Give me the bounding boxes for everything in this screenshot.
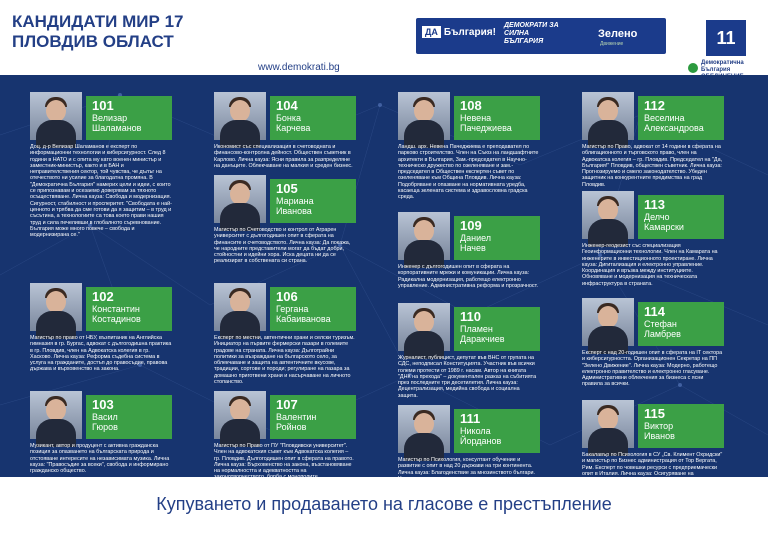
footer [0,477,768,540]
candidate-first-name: Стефан [644,319,677,329]
candidate-number: 110 [460,309,481,324]
candidate-bio: Инженер с дългогодишен опит в сферата на корпоративните мрежи и комуникации. Лична кауза: Радикална модернизация, работещо електронно управление. Административна реформа и прозрачност. [398,264,538,289]
page-title [12,12,183,52]
candidate-bio: Доц. д-р Велизар Шаламанов е експерт по информационни технологии и киберсигурност. След 8 години в НАТО и с опита му като военен министър и заместник-министър, както и в БАН и неправителствения сектор, той чувства, че дълъг на отечеството ни усилие за благодатна промяна. В "Демократична България" намерих цели и идеи, с които се припознавам и осезаемо доверявам за тяхното осъществяване. Лична кауза: Свобода и модернизация. Сигурност, стабилност и просперитет. "Свободата е най-ценното и трябва да сме готови да я защитим – в труд и съсътина, а технологиите са това което прави нашия труд и сила печеливши в глобалното съревнование. България може много повече – свобода и модернизирана се." [30,144,172,239]
candidate-number: 106 [276,289,298,304]
candidate-last-name: Иванова [276,206,312,216]
candidate-bio: Бакалавър по Психология в СУ „Св. Климент Охридски" и магистър по Бизнес администрация от Тор Вергата, Рим. Експерт по човешки ресурси с предприемачески опит в Италия. Лична кауза: Осигуряване на [582,452,723,477]
candidate-last-name: Александрова [644,123,704,133]
candidate-bio: Магистър по Счетоводство и контрол от Аграрен университет с дългогодишен опит в сферата на финансите и счетоводството. Лична кауза: Да покажа, че народните представители могат да бъдат добри, стойностни и идейни хора. Иска децата ни да се реализират в собствената си страна. [214,227,351,265]
candidate-photo [214,283,266,331]
candidates-panel [0,75,768,477]
candidate-last-name: Иванов [644,431,675,441]
candidate-photo [582,92,634,140]
candidate-bio: Инженер-геодезист със специализация Геоинформационни технологии. Член на Камарата на инженерите в инвестиционното проектиране. Лична кауза: Дигитализация и електронно управление. Координация и връзка между институциите. Обновяване и модернизация на техническата инфраструктура в страната. [582,243,718,287]
candidate-name-box [454,216,540,260]
candidate-bio: Експерт с над 20-годишен опит в сферата на IT сектора и киберсигурността. Организационен Секретар на ПП "Зелено Движение". Лична кауза: Модерно, работещо електронно правителство и електронно гласуване. Административни облекчения за бизнеса с ясни правила за всички. [582,350,723,388]
brand-text: Демократична България [701,60,744,73]
candidate-first-name: Бонка [276,113,302,123]
candidate-number: 114 [644,304,665,319]
candidate-last-name: Пачеджиева [460,123,512,133]
candidate-name-box [86,287,172,331]
candidate-last-name: Костадинов [92,314,141,324]
candidate-bio: Магистър по Право, адвокат от 14 години в сферата на облигационното и търговското право, член на Адвокатска колегия – гр. Пловдив. Председател на "Да, България!" Пловдив, обществен съветник. Лична кауза: Прогнозируемо и смело законодателство. Убеден защитник на конкурентните предимства на град Пловдив. [582,144,723,188]
candidate-name-box [270,395,356,439]
candidate-bio: Музикант, автор и продуцент с активна гражданска позиция за опазването на българската природа и отстояване интересите на независимата музика. Лична кауза: "Правосъдие за всеки", свобода и информирано гражданско общество. [30,443,170,475]
dsb-logo: ДЕМОКРАТИ ЗА СИЛНА БЪЛГАРИЯ [504,22,559,45]
candidate-bio: Икономист със специализация в счетоводната и финансово-контролна дейност. Обществен съветник в Карлово. Лична кауза: Ясни правила за разпределяне на данъците. Облекчаване на малкия и среден бизнес. [214,144,353,169]
candidate-first-name: Мариана [276,196,314,206]
candidate-last-name: Кабаиванова [276,314,331,324]
candidate-photo [214,175,266,223]
candidate-number: 115 [644,406,665,421]
candidate-number: 109 [460,218,482,233]
candidate-photo [214,92,266,140]
candidate-last-name: Начев [460,243,486,253]
candidate-name-box [454,96,540,140]
candidate-number: 102 [92,289,114,304]
candidate-first-name: Никола [460,426,491,436]
candidate-number: 104 [276,98,298,113]
candidate-bio: Експерт по местни, автентични храни и селски туризъм. Инициатор на първите фермерски пазари в големите градове на страната. Лична кауза: Дълготрайни политики за възраждане на българското село, за облекчаване и защита на автентичните вкусове, традиции, сортове и породи; регулиране на пазара за домашно приготвени храни и насърчаване на личното стопанство. [214,335,355,386]
brand-icon [688,63,698,73]
coalition-logos [416,18,666,54]
candidate-photo [582,191,634,239]
candidate-name-box [638,302,724,346]
candidate-bio: Магистър по Психология, консултант обучение и развитие с опит в над 20 държави на три континента. Лична кауза: Благоденствие за мнозинството българи. [398,457,535,476]
candidate-photo [398,92,450,140]
website-link[interactable]: www.demokrati.bg [258,62,340,73]
candidate-name-box [454,409,540,453]
candidate-photo [30,92,82,140]
candidate-first-name: Константин [92,304,140,314]
title-line-2: ПЛОВДИВ ОБЛАСТ [12,32,174,51]
candidate-photo [30,283,82,331]
candidate-first-name: Виктор [644,421,674,431]
candidate-name-box [454,307,540,351]
candidate-last-name: Шаламанов [92,123,142,133]
title-line-1: КАНДИДАТИ МИР 17 [12,12,184,31]
candidate-name-box [86,96,172,140]
candidate-number: 112 [644,98,665,113]
candidate-last-name: Даракчиев [460,334,505,344]
candidate-name-box [638,404,724,448]
candidate-first-name: Невена [460,113,492,123]
candidate-photo [582,298,634,346]
candidate-number: 113 [644,197,665,212]
da-box: ДА [422,26,441,38]
candidate-last-name: Ламбрев [644,329,681,339]
candidate-photo [582,400,634,448]
candidate-first-name: Валентин [276,412,317,422]
candidate-bio: Магистър по Право от ПУ "Пловдивски университет". Член на адвокатския съвет към Адвокатска колегия – гр. Пловдив. Дългогодишен опит в сферата на правото. Лична кауза: Върховенство на закона, възстановяване на нормалността и адекватността на [214,443,354,475]
candidate-last-name: Гюров [92,422,118,432]
candidate-first-name: Велизар [92,113,128,123]
candidate-name-box [270,179,356,223]
header [0,0,768,75]
candidate-last-name: Карчева [276,123,311,133]
candidate-photo [398,405,450,453]
candidate-first-name: Делчо [644,212,670,222]
list-number-badge: 11 [706,20,746,56]
candidate-last-name: Камарски [644,222,684,232]
zeleno-logo-sub: Движение [600,41,624,47]
candidate-number: 111 [460,411,481,426]
candidate-bio: Журналист, публицист, депутат във ВНС от групата на СДС, неподписал Конституцията. Участник във всички големи протести от 1989 г. насам. Автор на книгата "ДНК на прехода" – документален разказ на събитията през последните три десетилетия. Лична кауза: Децентрализация, медийна свобода и социална защита. [398,355,537,399]
candidate-name-box [86,395,172,439]
candidate-first-name: Веселина [644,113,685,123]
da-bulgaria-logo [422,26,496,38]
candidate-number: 103 [92,397,114,412]
candidate-first-name: Пламен [460,324,493,334]
candidate-first-name: Даниел [460,233,492,243]
candidate-name-box [638,96,724,140]
candidate-name-box [638,195,724,239]
candidate-name-box [270,287,356,331]
candidate-photo [30,391,82,439]
da-text: България! [443,27,496,38]
candidate-last-name: Йорданов [460,436,502,446]
candidate-photo [214,391,266,439]
zeleno-logo: Зелено [598,28,638,40]
candidate-bio: Магистър по право от НБУ, възпитаник на Английска гимназия в гр. Бургас, адвокат с дългогодишна практика в гр. Пловдив, член на Адвокатска колегия в гр. Хасково. Лична кауза: Реформа съдебна система в услуга на гражданите, достъп до правосъдие, правова държава и върховенство на закона. [30,335,172,373]
candidate-photo [398,303,450,351]
candidate-name-box [270,96,356,140]
candidate-number: 101 [92,98,114,113]
candidate-last-name: Ройнов [276,422,307,432]
candidate-number: 107 [276,397,298,412]
candidate-number: 108 [460,98,482,113]
candidate-bio: Ландш. арх. Невена Пачеджиева е преподавател по парково строителство. Член на Съюз на ландшафтните архитекти в България, Зам.-председател в Научно-техническо дружество по озеленяване и зам.-председател в Обществен експертен съвет по озеленяване към Община Пловдив. Лична кауза: Подобряване и опазване на нормативната уредба, касаеща зелената система и здравословна градска среда. [398,144,539,201]
footer-slogan: Купуването и продаването на гласове е престъпление [156,494,612,514]
candidate-first-name: Васил [92,412,118,422]
candidate-photo [398,212,450,260]
candidate-number: 105 [276,181,298,196]
candidate-first-name: Гергана [276,304,309,314]
